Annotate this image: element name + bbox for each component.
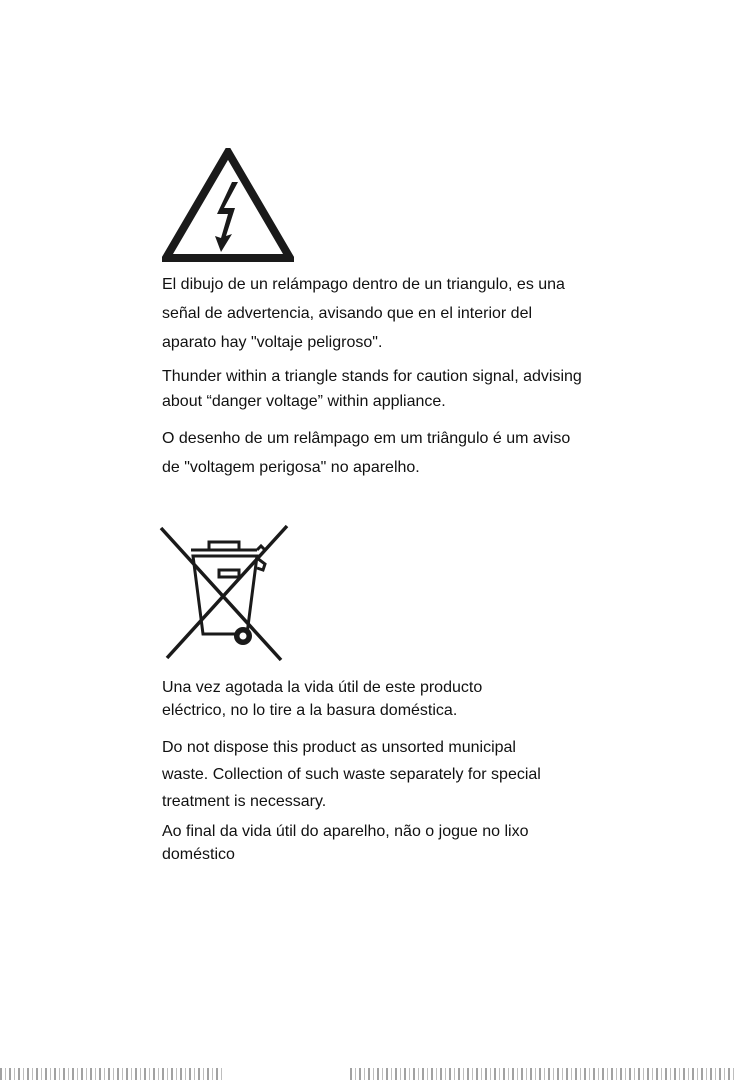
disposal-es-line-2: eléctrico, no lo tire a la basura doméstica.: [162, 702, 458, 719]
scan-artifact-strip: [0, 1068, 737, 1080]
warning-text-portuguese: [162, 424, 617, 482]
disposal-text-portuguese: [162, 820, 617, 866]
disposal-en-line-2: waste. Collection of such waste separately for special: [162, 766, 541, 783]
warning-en-line-1: Thunder within a triangle stands for caution signal, advising: [162, 368, 582, 385]
crossed-out-wheelie-bin-icon: [157, 524, 291, 664]
disposal-pt-line-1: Ao final da vida útil do aparelho, não o jogue no lixo: [162, 823, 529, 840]
disposal-en-line-1: Do not dispose this product as unsorted municipal: [162, 739, 516, 756]
disposal-text-spanish: [162, 676, 617, 722]
warning-es-line-2: señal de advertencia, avisando que en el interior del: [162, 305, 533, 322]
electric-shock-warning-icon: [162, 148, 294, 262]
disposal-pt-line-2: doméstico: [162, 846, 235, 863]
disposal-text-english: [162, 734, 617, 815]
disposal-en-line-3: treatment is necessary.: [162, 793, 327, 810]
warning-text-english: [162, 364, 617, 414]
warning-en-line-2: about “danger voltage” within appliance.: [162, 393, 446, 410]
warning-es-line-3: aparato hay "voltaje peligroso".: [162, 334, 383, 351]
disposal-es-line-1: Una vez agotada la vida útil de este producto: [162, 679, 483, 696]
warning-pt-line-1: O desenho de um relâmpago em um triângulo é um aviso: [162, 430, 571, 447]
warning-text-spanish: [162, 270, 617, 357]
warning-pt-line-2: de "voltagem perigosa" no aparelho.: [162, 459, 420, 476]
warning-es-line-1: El dibujo de un relámpago dentro de un triangulo, es una: [162, 276, 565, 293]
